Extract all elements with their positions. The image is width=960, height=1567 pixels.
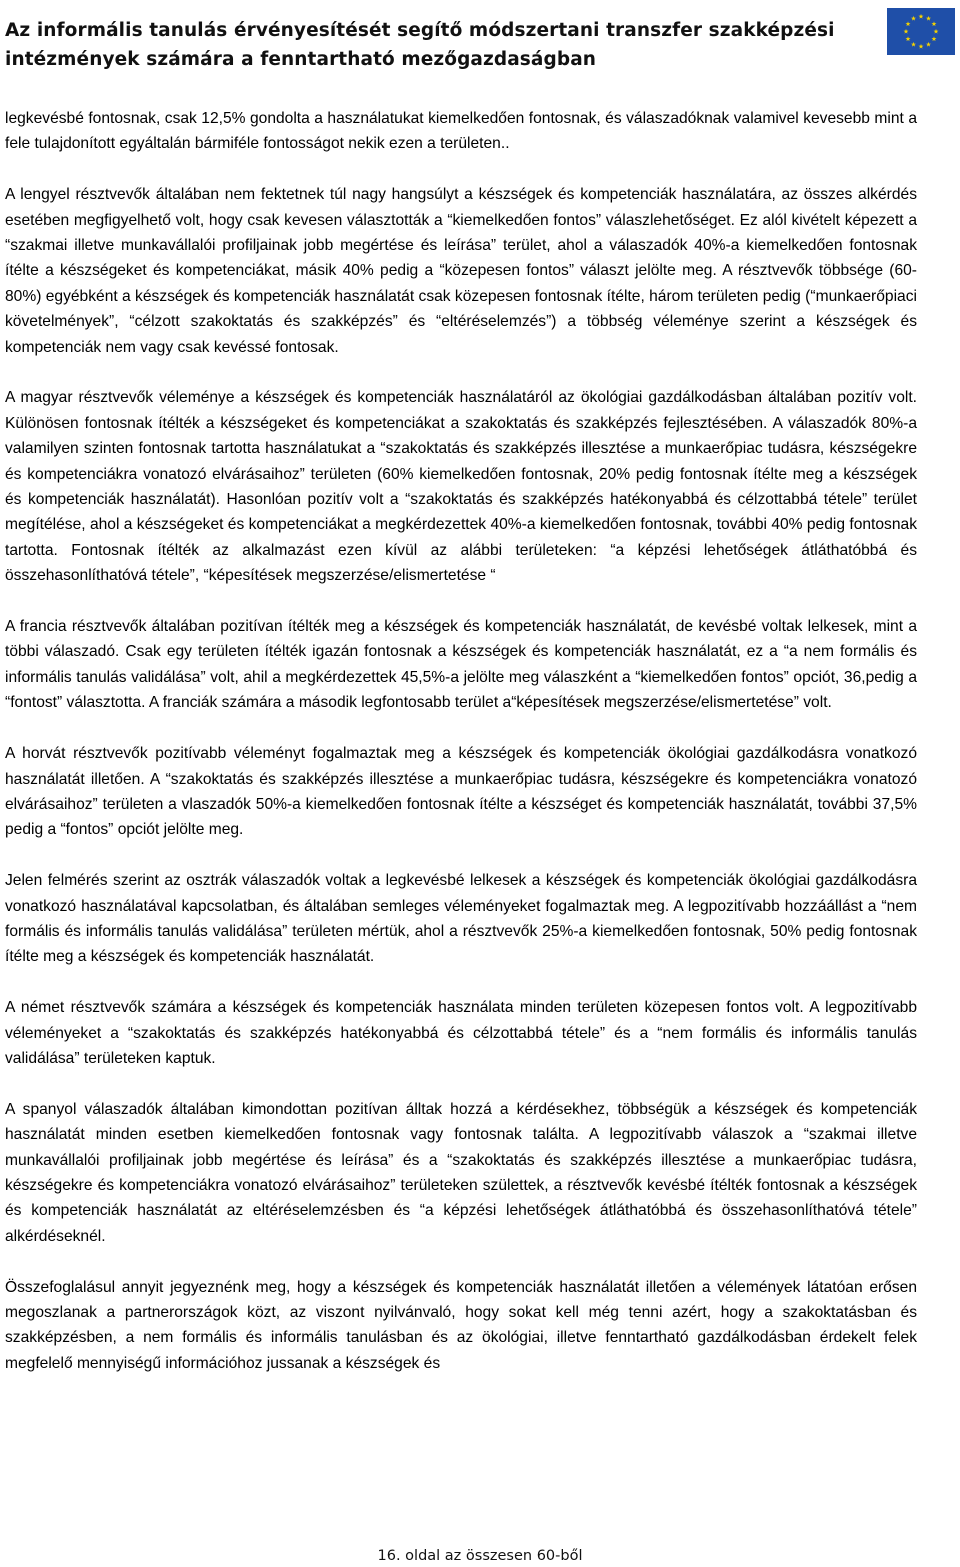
- paragraph-croatia: A horvát résztvevők pozitívabb véleményt fogalmaztak meg a készségek és kompetenciák ökológiai gazdálkodásra vonatkozó használatát illetően. A “szakoktatás és szakképzés illesztése a munkaerőpiac tudásra, készségekre és kompetenciákra vonatozó elvárásaihoz” területen a vlaszadók 50%-a kiemelkedően fontosnak ítélte a készséget és kompetenciák használatát, további 37,5% pedig a “fontos” opciót jelölte meg.: [5, 745, 917, 839]
- document-title: [5, 16, 865, 74]
- paragraph-poland: A lengyel résztvevők általában nem fektetnek túl nagy hangsúlyt a készségek és kompetenciák használatára, az összes alkérdés esetében megfigyelhető volt, hogy csak kevesen választották a “kiemelkedően fontos” válaszlehetőséget. Ez alól kivételt képezett a “szakmai illetve munkavállalói profiljainak jobb megértése és leírása” terület, ahol a válaszadók 40%-a kiemelkedően fontosnak ítélte a készségeket és kompetenciákat, másik 40% pedig a “közepesen fontos” választ jelölte meg. A résztvevők többsége (60-80%) egyébként a készségek és kompetenciák használatát csak közepesen fontosnak ítélte, három területen pedig (“munkaerőpiaci követelmények”, “célzott szakoktatás és szakképzés” és “eltéréselemzés”) a többség véleménye szerint a készségek és kompetenciák nem vagy csak kevéssé fontosak.: [5, 186, 917, 356]
- document-body: [5, 106, 917, 1376]
- paragraph-intro-continuation: legkevésbé fontosnak, csak 12,5% gondolta a használatukat kiemelkedően fontosnak, és válaszadóknak valamivel kevesebb mint a fele tulajdonított egyáltalán bármiféle fontosságot nekik ezen a területen..: [5, 110, 917, 153]
- eu-flag-icon: [887, 8, 955, 55]
- page-footer: [0, 1546, 960, 1566]
- paragraph-summary: Összefoglalásul annyit jegyeznénk meg, hogy a készségek és kompetenciák használatát illetően a vélemények látatóan erősen megoszlanak a partnerországok közt, az viszont nyilvánvaló, hogy sokat kell még tenni azért, hogy a szakoktatásban és szakképzésben, a nem formális és informális tanulásban és az ökológiai, illetve fenntartható gazdálkodásban érdekelt felek megfelelő mennyiségű információhoz jussanak a készségek és: [5, 1278, 917, 1372]
- page-header: [5, 16, 865, 74]
- document-title-line-2: intézmények számára a fenntartható mezőgazdaságban: [5, 49, 597, 70]
- paragraph-austria: Jelen felmérés szerint az osztrák válaszadók voltak a legkevésbé lelkesek a készségek és kompetenciák ökológiai gazdálkodásra vonatkozó használatával kapcsolatban, és általában semleges véleményeket fogalmaztak meg. A legpozitívabb hozzáállást a “nem formális és informális tanulás validálása” területen mértük, ahol a résztvevők 25%-a kiemelkedően fontosnak, 50% pedig fontosnak ítélte meg a készségek és kompetenciák használatát.: [5, 872, 917, 966]
- document-title-line-1: Az informális tanulás érvényesítését segítő módszertani transzfer szakképzési: [5, 20, 835, 41]
- paragraph-spain: A spanyol válaszadók általában kimondottan pozitívan álltak hozzá a kérdésekhez, többségük a készségek és kompetenciák használatát minden esetben kiemelkedően fontosnak vagy fontosnak találta. A legpozitívabb válaszok a “szakmai illetve munkavállalói profiljainak jobb megértése és leírása” és a “szakoktatás és szakképzés illesztése a munkaerőpiac tudásra, készségekre és kompetenciákra vonatozó elvárásaihoz” területeken születtek, a résztvevők kevésbé ítélték fontosnak a készségek és kompetenciák használatát az eltéréselemzésben és “a képzési lehetőségek átláthatóbbá és összehasonlíthatóvá tétele” alkérdéseknél.: [5, 1100, 917, 1245]
- paragraph-france: A francia résztvevők általában pozitívan ítélték meg a készségek és kompetenciák használatát, de kevésbé voltak lelkesek, mint a többi válaszadó. Csak egy területen ítélték igazán fontosnak a készségek és kompetenciák használatát, ez a “a nem formális és informális tanulás validálása” volt, ahil a megkérdezettek 45,5%-a jelölte meg válaszként a “kiemelkedően fontos” opciót, 36,pedig a “fontost” választotta. A franciák számára a második legfontosabb terület a“képesítések megszerzése/elismertetése” volt.: [5, 618, 917, 712]
- paragraph-germany: A német résztvevők számára a készségek és kompetenciák használata minden területen közepesen fontos volt. A legpozitívabb véleményeket a “szakoktatás és szakképzés hatékonyabbá és célzottabbá tétele” és a “nem formális és informális tanulás validálása” területeken kaptuk.: [5, 999, 917, 1067]
- page-number: 16. oldal az összesen 60-ből: [377, 1548, 583, 1564]
- paragraph-hungary: A magyar résztvevők véleménye a készségek és kompetenciák használatáról az ökológiai gazdálkodásban általában pozitív volt. Különösen fontosnak ítélték a készségeket és kompetenciákat a szakoktatás és szakképzés fejlesztésében. A válaszadók 80%-a valamilyen szinten fontosnak tartotta használatukat a “szakoktatás és szakképzés illesztése a munkaerőpiac tudásra, készségekre és kompetenciákra vonatozó elvárásaihoz” területen (60% kiemelkedően fontosnak, 20% pedig fontosnak ítélte meg a készségek és kompetenciák használatát). Hasonlóan pozitív volt a “szakoktatás és szakképzés hatékonyabbá és célzottabbá tétele” terület megítélése, ahol a készségeket és kompetenciákat a megkérdezettek 40%-a kiemelkedően fontosnak, további 40% pedig fontosnak tartotta. Fontosnak ítélték az alkalmazást ezen kívül az alábbi területeken: “a képzési lehetőségek átláthatóbbá és összehasonlíthatóvá tétele”, “képesítések megszerzése/elismertetése “: [5, 389, 917, 585]
